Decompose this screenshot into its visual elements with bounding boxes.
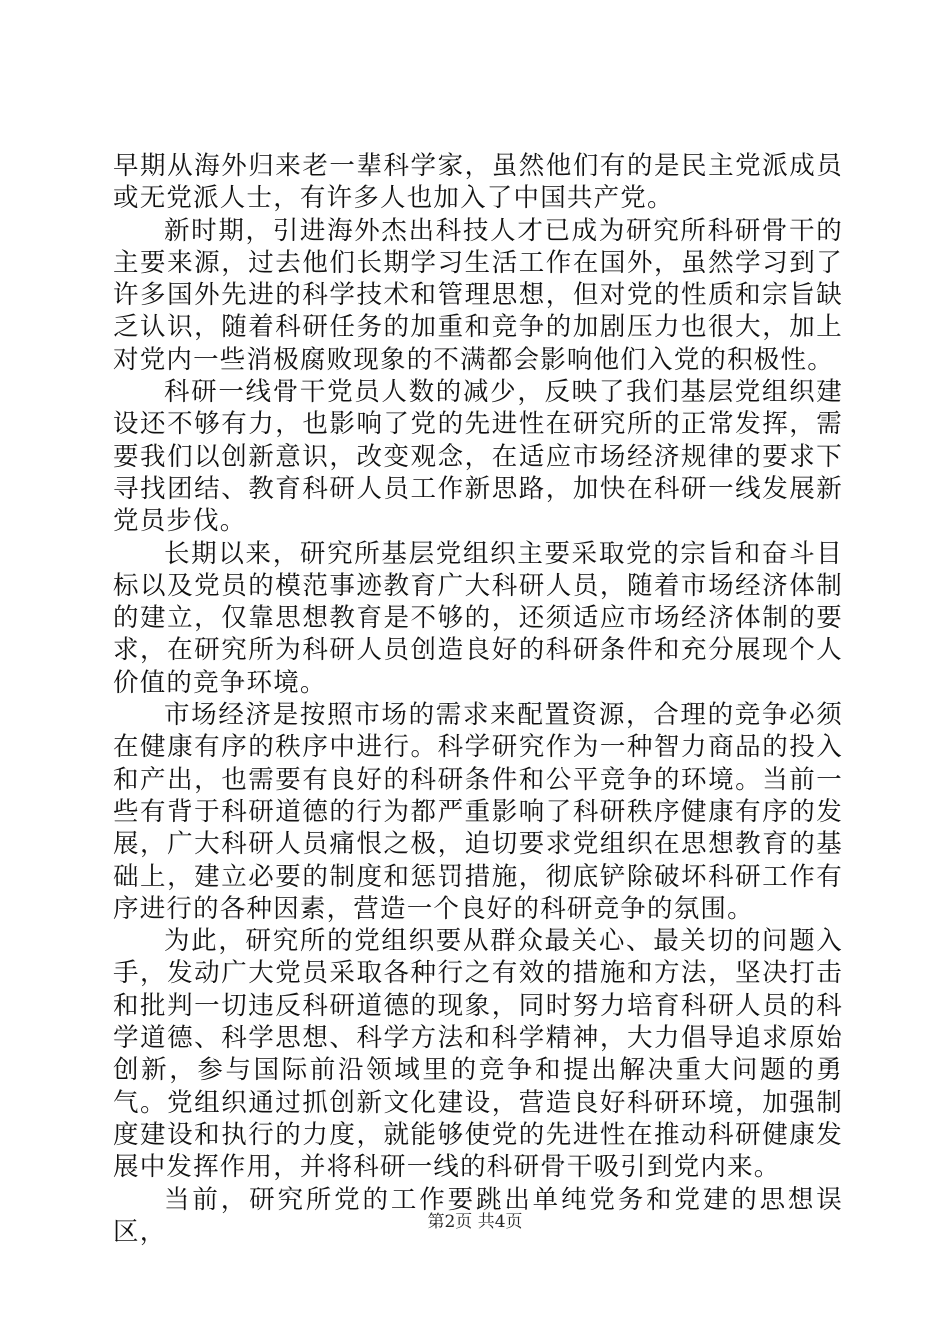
paragraph: 当前，研究所党的工作要跳出单纯党务和党建的思想误区，: [113, 1184, 843, 1247]
document-body: [113, 150, 843, 1248]
paragraph: 新时期，引进海外杰出科技人才已成为研究所科研骨干的主要来源，过去他们长期学习生活工作在国外，虽然学习到了许多国外先进的科学技术和管理思想，但对党的性质和宗旨缺乏认识，随着科研任务的加重和竞争的加剧压力也很大，加上对党内一些消极腐败现象的不满都会影响他们入党的积极性。: [113, 215, 843, 375]
paragraph: 市场经济是按照市场的需求来配置资源，合理的竞争必须在健康有序的秩序中进行。科学研究作为一种智力商品的投入和产出，也需要有良好的科研条件和公平竞争的环境。当前一些有背于科研道德的行为都严重影响了科研秩序健康有序的发展，广大科研人员痛恨之极，迫切要求党组织在思想教育的基础上，建立必要的制度和惩罚措施，彻底铲除破坏科研工作有序进行的各种因素，营造一个良好的科研竞争的氛围。: [113, 700, 843, 924]
paragraph: 早期从海外归来老一辈科学家，虽然他们有的是民主党派成员或无党派人士，有许多人也加入了中国共产党。: [113, 151, 843, 214]
paragraph: 长期以来，研究所基层党组织主要采取党的宗旨和奋斗目标以及党员的模范事迹教育广大科研人员，随着市场经济体制的建立，仅靠思想教育是不够的，还须适应市场经济体制的要求，在研究所为科研人员创造良好的科研条件和充分展现个人价值的竞争环境。: [113, 538, 843, 698]
page-number-footer: 第2页 共4页: [427, 1212, 523, 1232]
paragraph: 科研一线骨干党员人数的减少，反映了我们基层党组织建设还不够有力，也影响了党的先进性在研究所的正常发挥，需要我们以创新意识，改变观念，在适应市场经济规律的要求下寻找团结、教育科研人员工作新思路，加快在科研一线发展新党员步伐。: [113, 377, 843, 537]
paragraph: 为此，研究所的党组织要从群众最关心、最关切的问题入手，发动广大党员采取各种行之有效的措施和方法，坚决打击和批判一切违反科研道德的现象，同时努力培育科研人员的科学道德、科学思想、科学方法和科学精神，大力倡导追求原始创新，参与国际前沿领域里的竞争和提出解决重大问题的勇气。党组织通过抓创新文化建设，营造良好科研环境，加强制度建设和执行的力度，就能够使党的先进性在推动科研健康发展中发挥作用，并将科研一线的科研骨干吸引到党内来。: [113, 926, 843, 1183]
